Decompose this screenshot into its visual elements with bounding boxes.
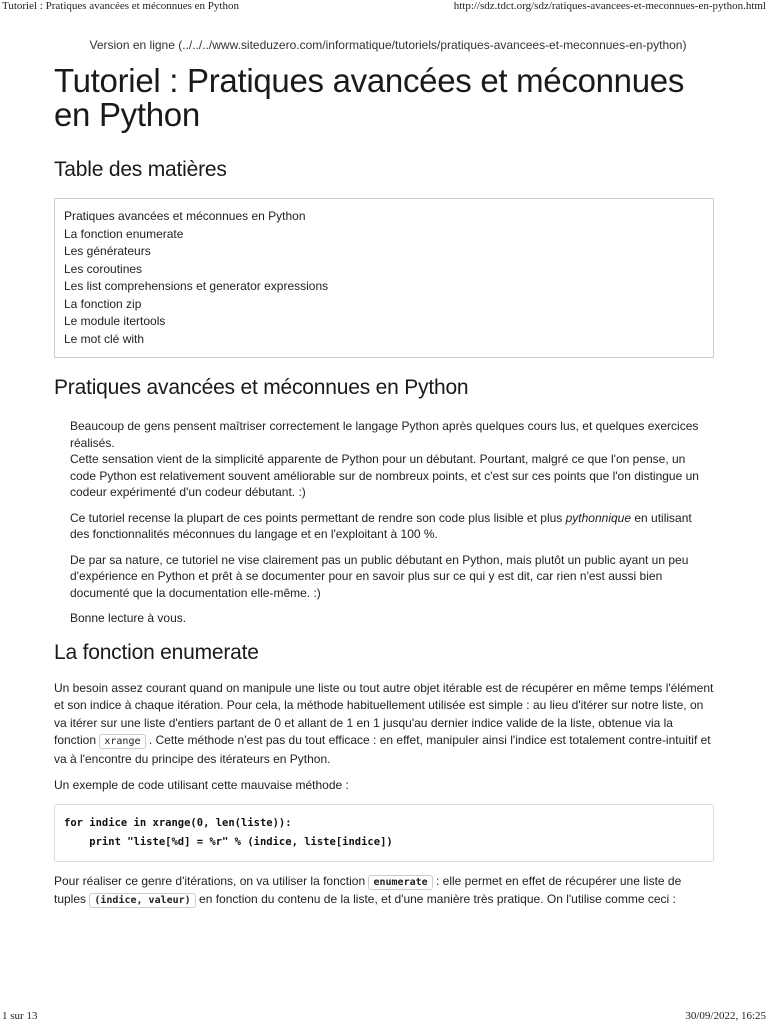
article xyxy=(54,64,714,919)
section-heading-intro: Pratiques avancées et méconnues en Python xyxy=(54,376,469,399)
code-block: for indice in xrange(0, len(liste)): print "liste[%d] = %r" % (indice, liste[indice]) xyxy=(54,804,714,862)
intro-paragraph xyxy=(70,510,714,543)
inline-code: enumerate xyxy=(368,875,432,890)
toc-title: Table des matières xyxy=(54,158,227,181)
toc-item[interactable]: La fonction enumerate xyxy=(64,226,184,241)
intro-paragraph: Bonne lecture à vous. xyxy=(70,611,187,625)
intro-sentence: Beaucoup de gens pensent maîtriser correctement le langage Python après quelques cours lus, et quelques exercices réalisés. xyxy=(70,419,699,450)
inline-code: xrange xyxy=(99,734,145,749)
table-of-contents xyxy=(54,198,714,358)
print-header-url: http://sdz.tdct.org/sdz/ratiques-avancees-et-meconnues-en-python.html xyxy=(453,0,766,12)
print-header xyxy=(0,0,768,14)
intro-paragraph xyxy=(70,418,714,501)
intro-text-span: en utilisant des fonctionnalités méconnues du langage et en l'exploitant à 100 %. xyxy=(70,510,692,541)
toc-item[interactable]: Pratiques avancées et méconnues en Python xyxy=(64,209,306,223)
body-paragraph xyxy=(54,680,714,769)
body-text-span: en fonction du contenu de la liste, et d'une manière très pratique. On l'utilise comme ceci : xyxy=(195,892,676,906)
online-version xyxy=(0,38,768,52)
toc-item[interactable]: Le mot clé with xyxy=(64,331,145,346)
section-heading-enumerate: La fonction enumerate xyxy=(54,640,259,664)
print-header-title: Tutoriel : Pratiques avancées et méconnues en Python xyxy=(2,0,239,12)
online-version-link[interactable]: ../../../www.siteduzero.com/informatique/tutoriels/pratiques-avancees-et-meconnues-en-python xyxy=(182,38,683,52)
body-text-span: . Cette méthode n'est pas du tout efficace : en effet, manipuler ainsi l'indice est totalement contre-intuitif et va à l'encontre du principe des itérateurs en Python. xyxy=(54,733,711,766)
body-text-span: Un besoin assez courant quand on manipule une liste ou tout autre objet itérable est de récupérer en même temps l'élément et son indice à chaque itération. Pour cela, la méthode habituellement utilisée est simple : au lieu d'itérer sur notre liste, on va itérer sur une liste d'entiers partant de 0 et allant de 1 en 1 jusqu'au dernier indice valide de la liste, obtenue via la fonction xyxy=(54,680,714,747)
online-version-prefix: Version en ligne ( xyxy=(89,38,183,52)
inline-code: (indice, valeur) xyxy=(89,893,195,908)
print-datetime: 30/09/2022, 16:25 xyxy=(685,1010,766,1022)
toc-item[interactable]: Les list comprehensions et generator expressions xyxy=(64,279,329,293)
body-paragraph: Un exemple de code utilisant cette mauvaise méthode : xyxy=(54,778,349,792)
page-title: Tutoriel : Pratiques avancées et méconnues en Python xyxy=(54,62,685,133)
print-footer xyxy=(0,1010,768,1024)
intro-paragraph: De par sa nature, ce tutoriel ne vise clairement pas un public débutant en Python, mais plutôt un public ayant un peu d'expérience en Python et prêt à se documenter pour en savoir plus sur ce qui y est dit, car rien n'est aussi bien documenté que la documentation elle-même. :) xyxy=(70,552,689,600)
toc-item[interactable]: La fonction zip xyxy=(64,296,142,311)
intro-text-span: Ce tutoriel recense la plupart de ces points permettant de rendre son code plus lisible et plus xyxy=(70,510,566,525)
page-count: 1 sur 13 xyxy=(2,1010,38,1022)
intro-sentence: Cette sensation vient de la simplicité apparente de Python pour un débutant. Pourtant, malgré ce que l'on pense, un code Python est relativement souvent améliorable sur de nombreux points, et c'est sur ces points que l'on distingue un codeur expérimenté d'un codeur débutant. :) xyxy=(70,452,699,499)
toc-item[interactable]: Les coroutines xyxy=(64,261,143,276)
toc-item[interactable]: Le module itertools xyxy=(64,314,166,328)
intro-text xyxy=(54,418,714,627)
body-text-span: Pour réaliser ce genre d'itérations, on va utiliser la fonction xyxy=(54,873,369,888)
toc-item[interactable]: Les générateurs xyxy=(64,244,151,258)
body-text-span: : elle permet en effet de récupérer une liste de tuples xyxy=(54,873,682,906)
emphasis: pythonnique xyxy=(565,510,632,525)
body-paragraph xyxy=(54,873,714,910)
enumerate-body xyxy=(54,680,714,910)
online-version-suffix: ) xyxy=(682,38,687,52)
